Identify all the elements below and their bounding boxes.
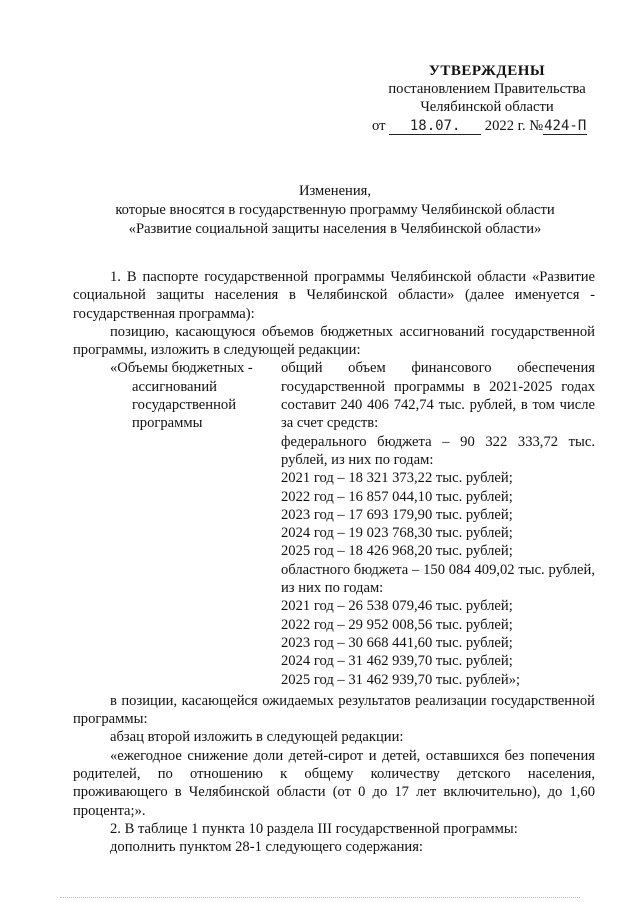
heading-line-3: «Развитие социальной защиты населения в Челябинской области» (128, 221, 542, 237)
paragraph-4: абзац второй изложить в следующей редакции: (110, 729, 404, 746)
document-heading (70, 182, 600, 239)
approval-number-value: 424-П (544, 118, 587, 134)
position-label-line-3: государственной (132, 397, 237, 414)
regional-year-2022: 2022 год – 29 952 008,56 тыс. рублей; (281, 616, 513, 633)
document-body (73, 268, 595, 857)
paragraph-2: позицию, касающуюся объемов бюджетных ассигнований государственной программы, изложить в следующей редакции: (73, 323, 595, 359)
position-block (73, 359, 595, 688)
regional-year-2024: 2024 год – 31 462 939,70 тыс. рублей; (281, 653, 513, 670)
approval-from-prefix: от (372, 118, 386, 134)
approval-date-value: 18.07. (389, 119, 481, 135)
federal-total: федерального бюджета – 90 322 333,72 тыс. рублей, из них по годам: (281, 433, 595, 468)
approval-line-2: Челябинской области (420, 99, 554, 115)
federal-year-2025: 2025 год – 18 426 968,20 тыс. рублей; (281, 543, 513, 560)
position-label-line-2: ассигнований (132, 378, 217, 395)
position-label-line-4: программы (132, 415, 203, 432)
approval-year-text: 2022 г. № (484, 118, 544, 134)
paragraph-7: дополнить пунктом 28-1 следующего содержания: (110, 839, 423, 856)
position-label-line-1: «Объемы бюджетных - (110, 360, 253, 377)
regional-total: областного бюджета – 150 084 409,02 тыс. рублей, из них по годам: (281, 561, 595, 597)
page-bottom-edge (60, 897, 580, 900)
position-intro: общий объем финансового обеспечения государственной программы в 2021-2025 годах составит 240 406 742,74 тыс. рублей, в том числе за счет средств: (281, 360, 595, 432)
paragraph-6: 2. В таблице 1 пункта 10 раздела III государственной программы: (110, 820, 518, 837)
paragraph-1: 1. В паспорте государственной программы Челябинской области «Развитие социальной защиты населения в Челябинской области» (далее именуется - государственная программа): (73, 269, 595, 322)
approval-line-1: постановлением Правительства (388, 81, 586, 97)
regional-year-2021: 2021 год – 26 538 079,46 тыс. рублей; (281, 598, 513, 615)
approval-stamp (372, 62, 602, 135)
heading-line-1: Изменения, (298, 183, 372, 199)
federal-year-2022: 2022 год – 16 857 044,10 тыс. рублей; (281, 488, 513, 505)
federal-year-2024: 2024 год – 19 023 768,30 тыс. рублей; (281, 525, 513, 542)
federal-year-2023: 2023 год – 17 693 179,90 тыс. рублей; (281, 506, 513, 523)
position-label (73, 359, 281, 688)
position-text (281, 359, 595, 688)
regional-year-2025: 2025 год – 31 462 939,70 тыс. рублей»; (281, 671, 521, 688)
approval-title: УТВЕРЖДЕНЫ (428, 63, 546, 79)
regional-year-2023: 2023 год – 30 668 441,60 тыс. рублей; (281, 634, 513, 651)
approval-date-line (372, 117, 602, 135)
paragraph-3: в позиции, касающейся ожидаемых результатов реализации государственной программы: (73, 692, 595, 728)
paragraph-5: «ежегодное снижение доли детей-сирот и детей, оставшихся без попечения родителей, по отношению к общему количеству детского населения, проживающего в Челябинской области (от 0 до 17 лет включительно), до 1,60 процента;». (73, 747, 595, 819)
federal-year-2021: 2021 год – 18 321 373,22 тыс. рублей; (281, 470, 513, 487)
heading-line-2: которые вносятся в государственную программу Челябинской области (115, 202, 555, 218)
